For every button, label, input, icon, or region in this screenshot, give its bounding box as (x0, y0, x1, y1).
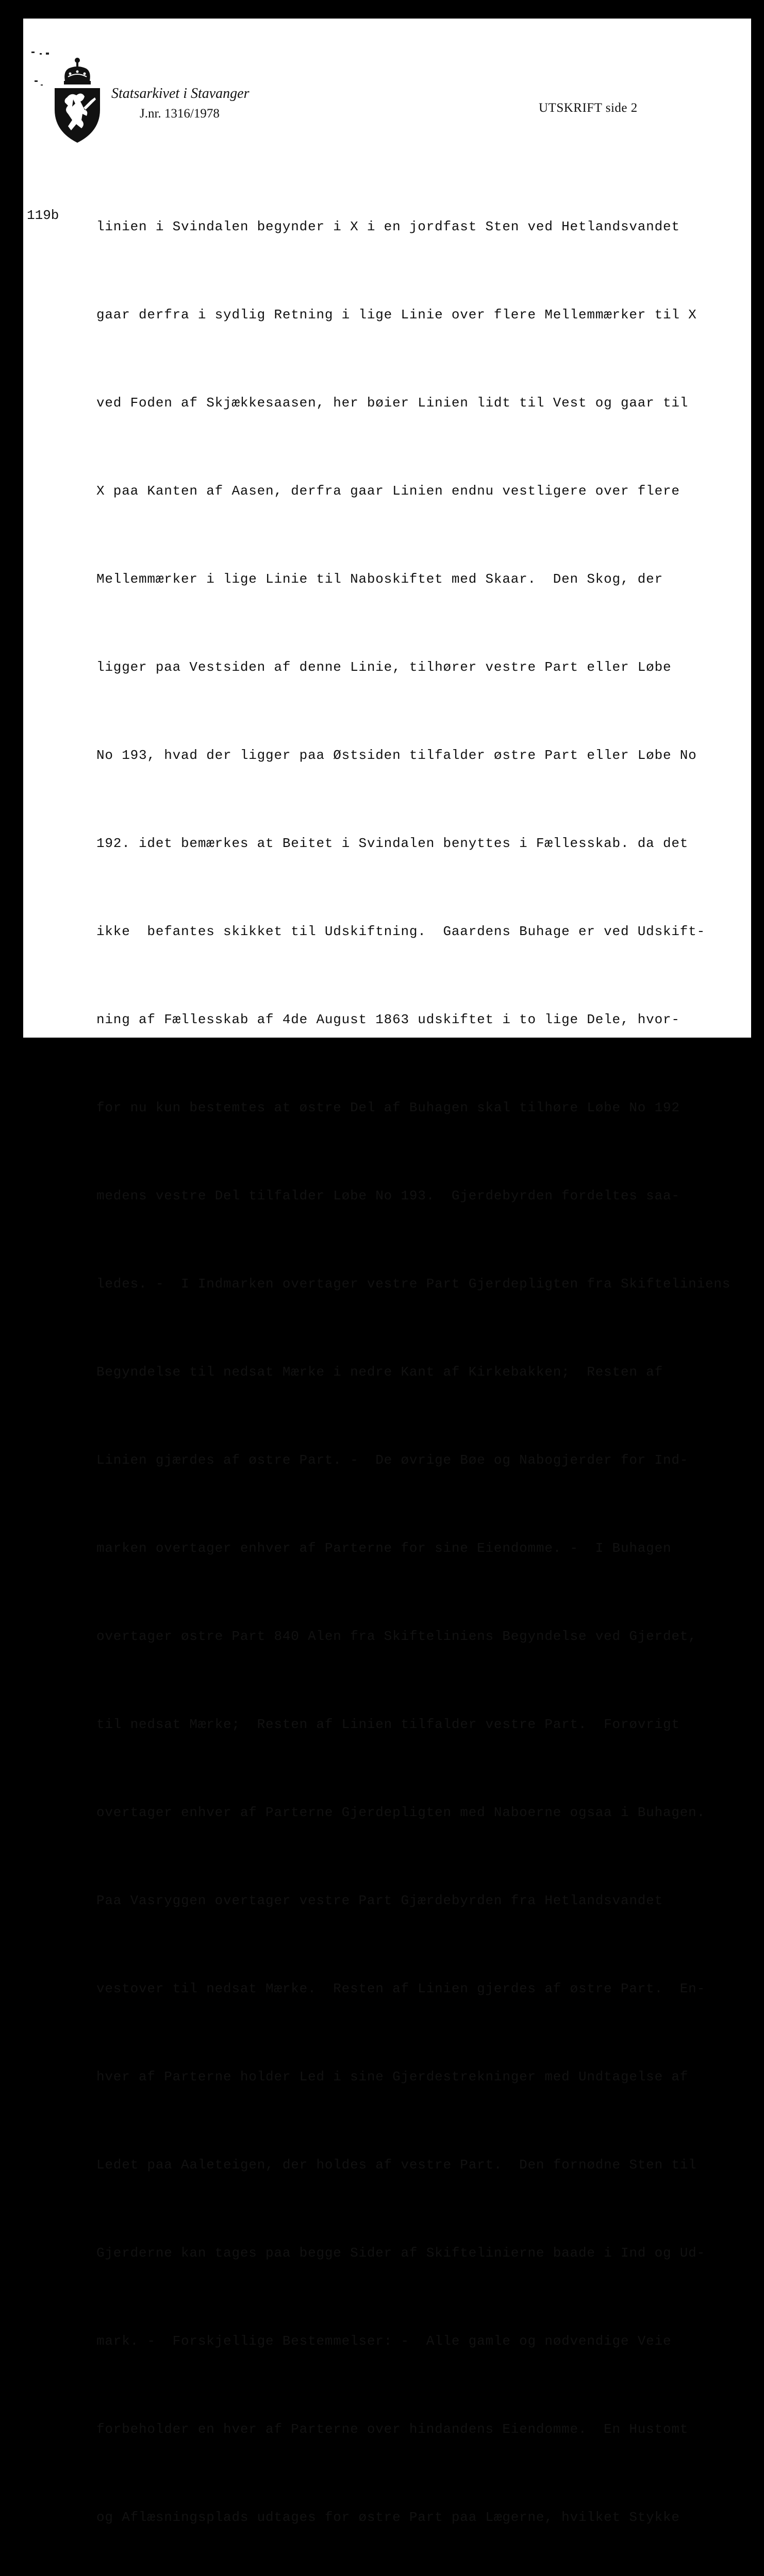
text-line: ikke befantes skikket til Udskiftning. Gaardens Buhage er ved Udskift- (96, 924, 705, 939)
text-line: hver af Parterne holder Led i sine Gjerdestrekninger med Undtagelse af (96, 2069, 689, 2084)
text-line: Gjerderne kan tages paa begge Sider af Skiftelinierne baade i Ind og Ud- (96, 2245, 705, 2261)
text-line: Ledet paa Aaleteigen, der holdes af vestre Part. Den fornødne Sten til (96, 2157, 697, 2173)
text-line: 192. idet bemærkes at Beitet i Svindalen benyttes i Fællesskab. da det (96, 836, 689, 851)
text-line: mark. - Forskjellige Bestemmelser: - Alle gamle og nødvendige Veie (96, 2333, 672, 2349)
text-line: for nu kun bestemtes at østre Del af Buhagen skal tilhøre Løbe No 192 (96, 1100, 680, 1115)
institution-name: Statsarkivet i Stavanger (111, 86, 250, 101)
text-line: ligger paa Vestsiden af denne Linie, tilhører vestre Part eller Løbe (96, 659, 672, 675)
text-line: medens vestre Del tilfalder Løbe No 193. Gjerdebyrden fordeltes saa- (96, 1188, 680, 1204)
text-line: til nedsat Mærke; Resten af Linien tilfalder vestre Part. Forøvrigt (96, 1717, 680, 1732)
document-body (96, 154, 751, 2576)
text-line: ved Foden af Skjækkesaasen, her bøier Linien lidt til Vest og gaar til (96, 395, 689, 411)
text-line: og Aflæsningsplads udtages for østre Part paa Lægerne, hvilket Stykke (96, 2510, 680, 2525)
text-line: X paa Kanten af Aasen, derfra gaar Linien endnu vestligere over flere (96, 483, 680, 499)
text-line: overtager enhver af Parterne Gjerdepligten med Naboerne ogsaa i Buhagen. (96, 1805, 705, 1820)
text-line: forbeholder en hver af Parterne over hindandens Eiendomme. En Hustomt (96, 2421, 689, 2437)
text-line: Begyndelse til nedsat Mærke i nedre Kant af Kirkebakken; Resten af (96, 1364, 663, 1380)
journal-number: J.nr. 1316/1978 (140, 107, 220, 121)
text-line: Linien gjærdes af østre Part. - De øvrige Bøe og Nabogjerder for Ind- (96, 1452, 689, 1468)
text-line: gaar derfra i sydlig Retning i lige Linie over flere Mellemmærker til X (96, 307, 697, 323)
text-line: Mellemmærker i lige Linie til Naboskiftet med Skaar. Den Skog, der (96, 571, 663, 587)
norwegian-coat-of-arms-icon (53, 56, 102, 144)
text-line: ning af Fællesskab af 4de August 1863 udskiftet i to lige Dele, hvor- (96, 1012, 680, 1027)
text-line: vestover til nedsat Mærke. Resten af Linien gjerdes af østre Part. En- (96, 1981, 705, 1996)
page-label: UTSKRIFT side 2 (539, 101, 638, 115)
text-line: overtager østre Part 840 Alen fra Skifteliniens Begyndelse ved Gjerdet, (96, 1629, 697, 1644)
text-line: ledes. - I Indmarken overtager vestre Part Gjerdepligten fra Skifteliniens (96, 1276, 731, 1292)
margin-note: 119b (27, 208, 59, 223)
document-page (23, 19, 751, 2525)
text-line: linien i Svindalen begynder i X i en jordfast Sten ved Hetlandsvandet (96, 219, 680, 234)
text-line: Paa Vasryggen overtager vestre Part Gjærdebyrden fra Hetlandsvandet (96, 1893, 663, 1908)
text-line: marken overtager enhver af Parterne for sine Eiendomme. - I Buhagen (96, 1540, 672, 1556)
text-line: No 193, hvad der ligger paa Østsiden tilfalder østre Part eller Løbe No (96, 748, 697, 763)
